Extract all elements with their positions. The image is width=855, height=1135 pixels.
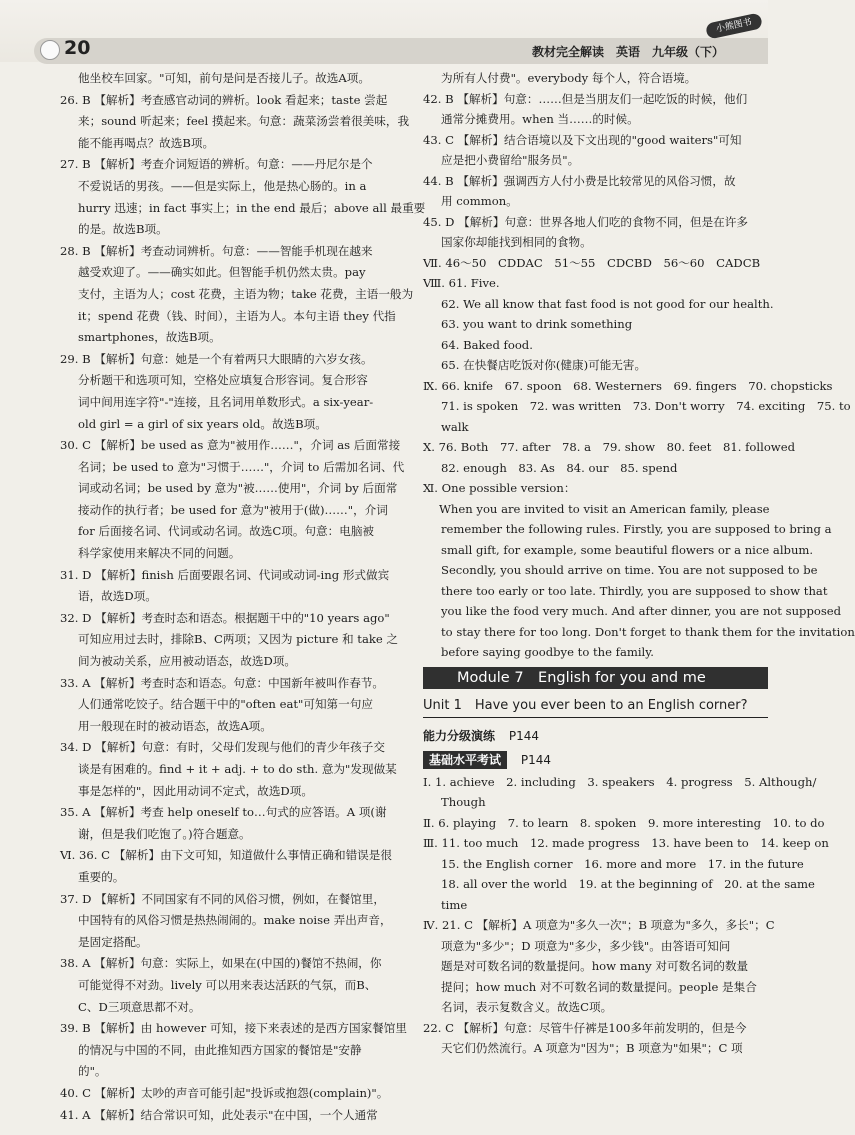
answer-line: 支付，主语为人；cost 花费，主语为物；take 花费，主语一般为: [78, 286, 414, 301]
answer-line: 能不能再喝点？故选B项。: [78, 135, 215, 150]
answer-line: Ⅶ. 46～50 CDDAC 51～55 CDCBD 56～60 CADCB: [423, 255, 761, 270]
answer-line: 可能觉得不对劲。lively 可以用来表达活跃的气氛，而B、: [78, 977, 377, 992]
answer-line: 谈是有困难的。find + it + adj. + to do sth. 意为"发现做某: [78, 762, 397, 776]
answer-line: 18. all over the world 19. at the beginning of 20. at the same: [441, 877, 815, 891]
answer-line: 是固定搭配。: [78, 934, 148, 949]
answer-line: 的情况与中国的不同，由此推知西方国家的餐馆是"安静: [78, 1042, 362, 1057]
section-ability: [423, 724, 768, 748]
answer-line: 国家你却能找到相同的食物。: [441, 235, 592, 249]
answer-line: 71. is spoken 72. was written 73. Don't worry 74. exciting 75. to: [441, 399, 851, 413]
answer-line: there too early or too late. Thirdly, you are supposed to show that: [441, 583, 828, 598]
book-title: 教材完全解读 英语 九年级（下）: [532, 45, 725, 59]
answer-line: time: [441, 897, 468, 912]
answer-line: 39. B 【解析】由 however 可知，接下来表述的是西方国家餐馆里: [60, 1021, 407, 1036]
answer-line: Ⅵ. 36. C 【解析】由下文可知，知道做什么事情正确和错误是很: [60, 848, 392, 863]
answer-line: 43. C 【解析】结合语境以及下文出现的"good waiters"可知: [423, 132, 742, 147]
answer-line: 分析题干和选项可知，空格处应填复合形容词。复合形容: [78, 373, 368, 388]
answer-line: 不爱说话的男孩。——但是实际上，他是热心肠的。in a: [78, 178, 367, 193]
answer-line: smartphones，故选B项。: [78, 330, 221, 345]
unit-title: Unit 1 Have you ever been to an English corner?: [423, 695, 768, 718]
answer-line: 名词；be used to 意为"习惯于……"，介词 to 后需加名词、代: [78, 459, 405, 474]
page-header: [0, 0, 768, 62]
answer-line: for 后面接名词、代词或动名词。故选C项。句意：电脑被: [78, 524, 375, 539]
answer-line: 38. A 【解析】句意：实际上，如果在(中国的)餐馆不热闹，你: [60, 956, 382, 971]
answer-line: 34. D 【解析】句意：有时，父母们发现与他们的青少年孩子交: [60, 740, 385, 755]
answer-line: 32. D 【解析】考查时态和语态。根据题干中的"10 years ago": [60, 610, 390, 625]
answer-line: 64. Baked food.: [441, 337, 533, 352]
section-ability-page: P144: [508, 728, 539, 743]
answer-line: Ⅰ. 1. achieve 2. including 3. speakers 4. progress 5. Although/: [423, 774, 817, 789]
answer-line: 44. B 【解析】强调西方人付小费是比较常见的风俗习惯，故: [423, 173, 736, 188]
page-number: 20: [64, 37, 91, 59]
answer-line: 29. B 【解析】句意：她是一个有着两只大眼睛的六岁女孩。: [60, 351, 373, 366]
answer-line: before saying goodbye to the family.: [441, 645, 654, 659]
answer-line: 22. C 【解析】句意：尽管牛仔裤是100多年前发明的，但是今: [423, 1020, 747, 1035]
answer-line: 词或动名词；be used by 意为"被……使用"，介词 by 后面常: [78, 481, 398, 496]
answer-line: you like the food very much. And after dinner, you are not supposed: [441, 604, 842, 618]
answer-line: 65. 在快餐店吃饭对你(健康)可能无害。: [441, 358, 647, 372]
answer-line: 35. A 【解析】考查 help oneself to…句式的应答语。A 项(谢: [60, 805, 387, 820]
answer-line: 26. B 【解析】考查感官动词的辨析。look 看起来；taste 尝起: [60, 92, 388, 107]
answer-line: 可知应用过去时，排除B、C两项；又因为 picture 和 take 之: [78, 632, 399, 647]
answer-line: 为所有人付费"。everybody 每个人，符合语境。: [441, 71, 697, 85]
answer-line: 中国特有的风俗习惯是热热闹闹的。make noise 弄出声音，: [78, 913, 392, 928]
answer-line: 他坐校车回家。"可知，前句是问是否接儿子。故选A项。: [78, 71, 370, 85]
answer-line: 题是对可数名词的数量提问。how many 对可数名词的数量: [441, 959, 749, 973]
answer-line: 科学家使用来解决不同的问题。: [78, 546, 241, 561]
answer-line: 语，故选D项。: [78, 589, 157, 604]
answer-line: 的"。: [78, 1064, 107, 1079]
answer-line: it；spend 花费（钱、时间），主语为人。本句主语 they 代指: [78, 308, 396, 323]
answer-line: small gift, for example, some beautiful flowers or a nice album.: [441, 542, 814, 557]
right-top-answers: [423, 68, 855, 663]
answer-line: 事是怎样的"，因此用动词不定式，故选D项。: [78, 783, 313, 798]
section-basic: [423, 748, 768, 772]
left-column: [60, 68, 426, 1126]
answer-line: 谢，但是我们吃饱了。)符合题意。: [78, 826, 251, 841]
answer-line: 来；sound 听起来；feel 摸起来。句意：蔬菜汤尝着很美味，我: [78, 114, 410, 129]
answer-line: walk: [441, 419, 469, 434]
answer-line: 45. D 【解析】句意：世界各地人们吃的食物不同，但是在许多: [423, 214, 748, 229]
answer-line: 应是把小费留给"服务员"。: [441, 153, 580, 167]
answer-line: Ⅹ. 76. Both 77. after 78. a 79. show 80. feet 81. followed: [423, 440, 796, 454]
answer-line: to stay there for too long. Don't forget to thank them for the invitation: [441, 624, 855, 639]
answer-line: 63. you want to drink something: [441, 317, 633, 331]
answer-line: 30. C 【解析】be used as 意为"被用作……"，介词 as 后面常接: [60, 438, 401, 453]
answer-line: 重要的。: [78, 869, 125, 884]
page-marker-icon: [40, 40, 60, 60]
answer-line: 提问；how much 对不可数名词的数量提问。people 是集合: [441, 979, 757, 994]
answer-line: 名词，表示复数含义。故选C项。: [441, 1000, 613, 1014]
answer-line: When you are invited to visit an American family, please: [439, 501, 770, 516]
answer-line: 的是。故选B项。: [78, 222, 168, 237]
answer-line: 天它们仍然流行。A 项意为"因为"；B 项意为"如果"；C 项: [441, 1041, 743, 1055]
answer-line: 人们通常吃饺子。结合题干中的"often eat"可知第一句应: [78, 697, 373, 712]
section-ability-label: 能力分级演练: [423, 728, 496, 743]
answer-line: Ⅸ. 66. knife 67. spoon 68. Westerners 69. fingers 70. chopsticks: [423, 378, 833, 393]
answer-line: old girl = a girl of six years old。故选B项。: [78, 416, 327, 431]
answer-line: 33. A 【解析】考查时态和语态。句意：中国新年被叫作春节。: [60, 675, 385, 690]
answer-line: Ⅱ. 6. playing 7. to learn 8. spoken 9. more interesting 10. to do: [423, 815, 825, 830]
answer-line: 62. We all know that fast food is not good for our health.: [441, 296, 774, 311]
answer-line: 42. B 【解析】句意：……但是当朋友们一起吃饭的时候，他们: [423, 91, 748, 106]
answer-line: Though: [441, 795, 486, 809]
answer-line: Ⅲ. 11. too much 12. made progress 13. have been to 14. keep on: [423, 836, 829, 850]
answer-line: 词中间用连字符"-"连接，且名词用单数形式。a six-year-: [78, 394, 374, 409]
section-basic-page: P144: [520, 752, 551, 767]
answer-line: 37. D 【解析】不同国家有不同的风俗习惯，例如，在餐馆里，: [60, 891, 385, 906]
answer-line: hurry 迅速；in fact 事实上；in the end 最后；above all 最重要: [78, 200, 426, 215]
publisher-badge: 小熊图书: [705, 12, 763, 39]
answer-line: 27. B 【解析】考查介词短语的辨析。句意：——丹尼尔是个: [60, 157, 373, 172]
answer-line: Ⅺ. One possible version：: [423, 481, 576, 495]
answer-line: C、D三项意思都不对。: [78, 999, 201, 1014]
answer-line: 31. D 【解析】finish 后面要跟名词、代词或动词-ing 形式做宾: [60, 567, 390, 582]
answer-line: 82. enough 83. As 84. our 85. spend: [441, 460, 678, 475]
answer-line: 40. C 【解析】太吵的声音可能引起"投诉或抱怨(complain)"。: [60, 1085, 389, 1100]
answer-line: Secondly, you should arrive on time. You are not supposed to be: [441, 563, 818, 577]
answer-line: 15. the English corner 16. more and more 17. in the future: [441, 856, 804, 871]
answer-line: remember the following rules. Firstly, you are supposed to bring a: [441, 522, 832, 536]
answer-line: Ⅳ. 21. C 【解析】A 项意为"多久一次"；B 项意为"多久，多长"；C: [423, 918, 775, 932]
answer-line: 通常分摊费用。when 当……的时候。: [441, 112, 639, 126]
answer-line: 接动作的执行者；be used for 意为"被用于(做)……"，介词: [78, 502, 388, 517]
answer-line: 41. A 【解析】结合常识可知，此处表示"在中国，一个人通常: [60, 1107, 378, 1122]
answer-line: 间为被动关系，应用被动语态，故选D项。: [78, 654, 296, 669]
answer-line: 用一般现在时的被动语态，故选A项。: [78, 718, 272, 733]
answer-line: 28. B 【解析】考查动词辨析。句意：——智能手机现在越来: [60, 243, 373, 258]
right-bottom-answers: [423, 772, 829, 1059]
answer-line: 用 common。: [441, 194, 518, 208]
answer-line: Ⅷ. 61. Five.: [423, 276, 500, 290]
module-title: Module 7 English for you and me: [423, 667, 768, 689]
answer-line: 越受欢迎了。——确实如此。但智能手机仍然太贵。pay: [78, 265, 366, 280]
right-column: [423, 68, 855, 1059]
answer-line: 项意为"多少"；D 项意为"多少，多少钱"。由答语可知问: [441, 938, 731, 953]
section-basic-label: 基础水平考试: [423, 751, 507, 769]
